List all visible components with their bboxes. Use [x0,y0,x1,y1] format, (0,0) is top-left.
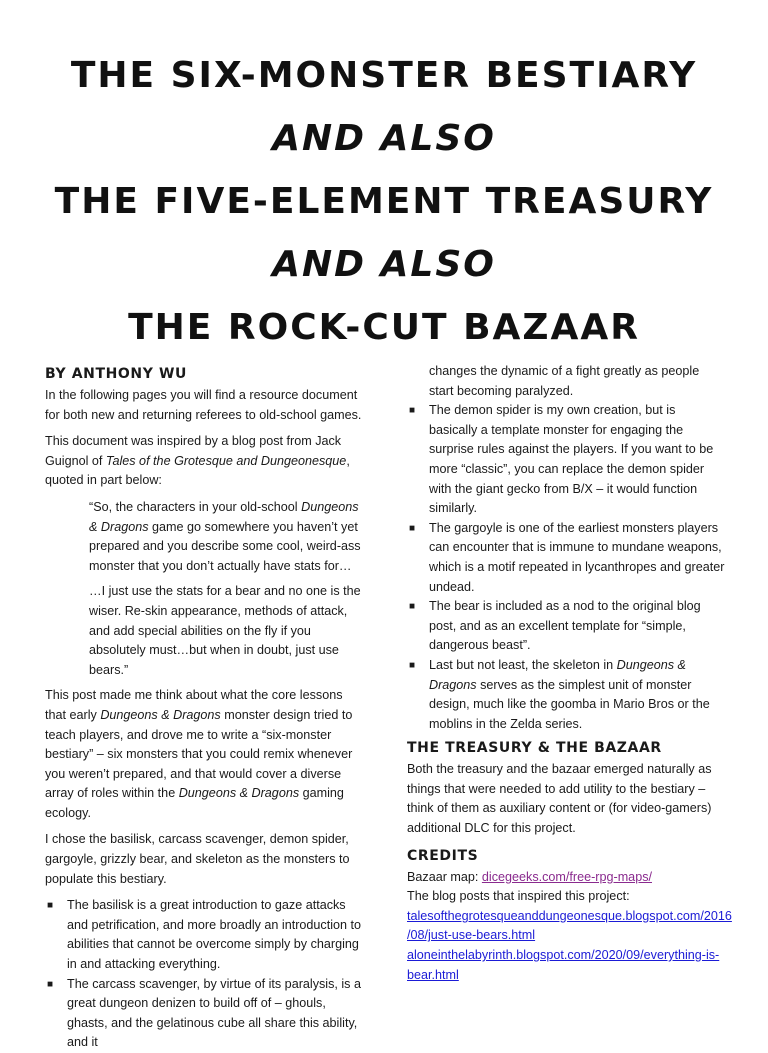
blog-title: Tales of the Grotesque and Dungeonesque [105,453,347,468]
blockquote-2: …I just use the stats for a bear and no one is the wiser. Re-skin appearance, methods of attack, and add special abilities on the fly if you absolutely must…but when in doubt, just use bears.” [89,584,361,677]
bazaar-label: Bazaar map: [407,869,482,884]
title-line-5: THE ROCK-CUT BAZAAR [128,307,640,348]
list-item: ■ The basilisk is a great introduction to gaze attacks and petrification, and more broadly an introduction to abilities that cannot be overcome simply by charging in and attacking everything. [47,898,362,972]
blog-link-1-cont[interactable]: /08/just-use-bears.html [407,928,536,943]
inspired-paragraph: This document was inspired by a blog post from Jack Guignol of Tales of the Grotesque and Dungeonesque, quoted in part below: [45,434,350,488]
carcass-continued: changes the dynamic of a fight greatly as people start becoming paralyzed. [429,364,700,398]
byline: BY ANTHONY WU [45,366,187,382]
bazaar-map-link[interactable]: dicegeeks.com/free-rpg-maps/ [481,869,652,884]
blog-link-2-cont[interactable]: bear.html [407,967,459,982]
treasury-heading: THE TREASURY & THE BAZAAR [407,740,662,757]
bullet-square-icon: ■ [409,405,416,417]
bullet-square-icon: ■ [47,978,54,990]
monster-list [45,896,365,1053]
left-column [45,364,365,1053]
bullet-square-icon: ■ [409,659,416,671]
bullet-square-icon: ■ [409,601,416,613]
blog-link-1[interactable]: talesofthegrotesqueanddungeonesque.blogspot.com/2016 [407,908,732,923]
intro-paragraph: In the following pages you will find a resource document for both new and returning referees to old-school games. [45,388,362,422]
treasury-paragraph: Both the treasury and the bazaar emerged naturally as things that were needed to add utility to the bestiary – think of them as auxiliary content or (for video-gamers) additional DLC for this project. [407,762,712,836]
title-line-4: AND ALSO [272,244,496,285]
title-line-1: THE SIX-MONSTER BESTIARY [70,55,698,96]
credits-block [407,868,732,986]
title-line-2: AND ALSO [272,118,496,159]
list-item: ■ The demon spider is my own creation, but is basically a template monster for engaging the surprise rules against the players. If you want to be more “classic”, you can replace the demon spider with the giant gecko from B/X – it would function similarly. [409,403,714,516]
bullet-square-icon: ■ [47,900,54,912]
list-item: ■ The carcass scavenger, by virtue of its paralysis, is a great dungeon denizen to build off of – ghouls, ghasts, and the gelatinous cube all share this ability, and it [47,976,361,1050]
credits-heading: CREDITS [407,847,479,864]
blog-link-2[interactable]: aloneinthelabyrinth.blogspot.com/2020/09/everything-is- [407,948,720,963]
monster-list-continued [407,401,727,734]
title-line-3: THE FIVE-ELEMENT TREASURY [54,181,714,222]
blog-label: The blog posts that inspired this project: [407,889,630,904]
chose-paragraph: I chose the basilisk, carcass scavenger, demon spider, gargoyle, grizzly bear, and skeleton as the monsters to populate this bestiary. [45,832,350,886]
blockquote-1: “So, the characters in your old-school Dungeons & Dragons game go somewhere you haven’t yet prepared and you describe some cool, weird-ass monster that you don’t actually have stats for… [89,499,361,573]
list-item: ■ Last but not least, the skeleton in Dungeons & Dragons serves as the simplest unit of monster design, much like the goomba in Mario Bros or the moblins in the Zelda series. [409,657,710,731]
list-item: ■ The gargoyle is one of the earliest monsters players can encounter that is immune to mundane weapons, which is a motif repeated in lycanthropes and greater undead. [409,520,725,594]
list-item: ■ The bear is included as a nod to the original blog post, and as an excellent template for “simple, dangerous beast”. [409,599,701,653]
post-paragraph: This post made me think about what the core lessons that early Dungeons & Dragons monster design tried to teach players, and drove me to write a “six-monster bestiary” – six monsters that you could remix whenever you weren’t prepared, and that would cover a diverse array of roles within the Dungeons & Dragons gaming ecology. [45,688,353,820]
right-column [407,362,732,985]
bullet-square-icon: ■ [409,522,416,534]
